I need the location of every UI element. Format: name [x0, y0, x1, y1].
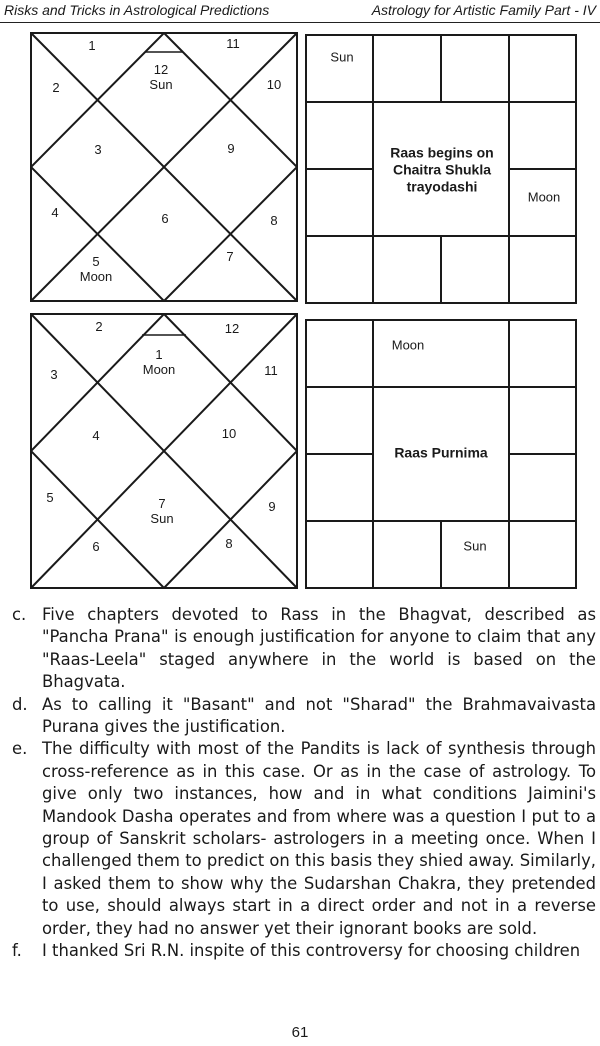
page-number: 61 — [291, 1024, 309, 1041]
paragraph-f — [12, 940, 596, 962]
running-header-right: Astrology for Artistic Family Part - IV — [371, 2, 596, 18]
house-1-planet: Moon — [142, 362, 176, 377]
chart-center-caption: Raas begins on Chaitra Shukla trayodashi — [390, 144, 494, 195]
house-5-planet: Moon — [79, 269, 113, 284]
house-12-label: 12 — [224, 321, 240, 336]
house-5-label: 5 — [46, 490, 54, 505]
house-11-label: 11 — [264, 363, 278, 378]
house-8-label: 8 — [270, 213, 278, 228]
north-chart-2-grid — [30, 313, 298, 589]
chart-center-caption: Raas Purnima — [394, 444, 488, 461]
north-chart-2 — [30, 313, 298, 589]
house-6-label: 6 — [92, 539, 100, 554]
north-chart-1 — [30, 32, 298, 302]
house-5-label: 5 — [92, 254, 100, 269]
paragraph-text: Five chapters devoted to Rass in the Bhagvat, described as "Pancha Prana" is enough justification for anyone to claim that any "Raas-Leela" staged anywhere in the world is based on the Bhagvata. — [42, 605, 596, 692]
house-6-label: 6 — [161, 211, 169, 226]
house-3-label: 3 — [50, 367, 58, 382]
house-11-label: 11 — [226, 36, 240, 51]
south-chart-2 — [305, 319, 577, 589]
body-text — [12, 604, 596, 963]
paragraph-letter: f. — [12, 941, 22, 961]
house-12-label: 12 — [153, 62, 169, 77]
paragraph-c — [12, 604, 596, 694]
house-1-label: 1 — [155, 347, 163, 362]
house-3-label: 3 — [94, 142, 102, 157]
house-9-label: 9 — [268, 499, 276, 514]
header-rule — [0, 22, 600, 23]
south-chart-1 — [305, 34, 577, 304]
moon-label: Moon — [391, 337, 425, 353]
house-1-label: 1 — [88, 38, 96, 53]
house-8-label: 8 — [225, 536, 233, 551]
house-4-label: 4 — [92, 428, 100, 443]
house-7-label: 7 — [226, 249, 234, 264]
house-2-label: 2 — [95, 319, 103, 334]
house-9-label: 9 — [227, 141, 235, 156]
paragraph-text: I thanked Sri R.N. inspite of this controversy for choosing children — [42, 941, 581, 961]
paragraph-letter: c. — [12, 605, 27, 624]
paragraph-letter: d. — [12, 694, 28, 714]
running-header-left: Risks and Tricks in Astrological Predictions — [4, 2, 270, 18]
paragraph-e — [12, 738, 596, 940]
house-12-planet: Sun — [149, 77, 173, 92]
moon-label: Moon — [527, 189, 561, 205]
paragraph-d — [12, 694, 596, 739]
house-4-label: 4 — [51, 205, 59, 220]
house-10-label: 10 — [221, 426, 237, 441]
sun-label: Sun — [330, 49, 354, 65]
house-7-label: 7 — [158, 496, 166, 511]
house-7-planet: Sun — [150, 511, 174, 526]
house-10-label: 10 — [266, 77, 282, 92]
paragraph-letter: e. — [12, 739, 28, 759]
house-2-label: 2 — [52, 80, 60, 95]
paragraph-text: The difficulty with most of the Pandits is lack of synthesis through cross-reference as in this case. Or as in the case of astrology. To give only two instances, how and in what conditions Jaimini's Mandook Dasha operates and from where was a question I put to a group of Sanskrit scholars- astrologers in a meeting once. When I challenged them to predict on this basis they shied away. Similarly, I asked them to show why the Sudarshan Chakra, they pretended to use, should always start in a direct order and not in a reverse order, they had no answer yet their ignorant books are sold. — [42, 739, 596, 938]
sun-label: Sun — [463, 538, 487, 554]
paragraph-text: As to calling it "Basant" and not "Sharad" the Brahmavaivasta Purana gives the justification. — [42, 694, 596, 737]
